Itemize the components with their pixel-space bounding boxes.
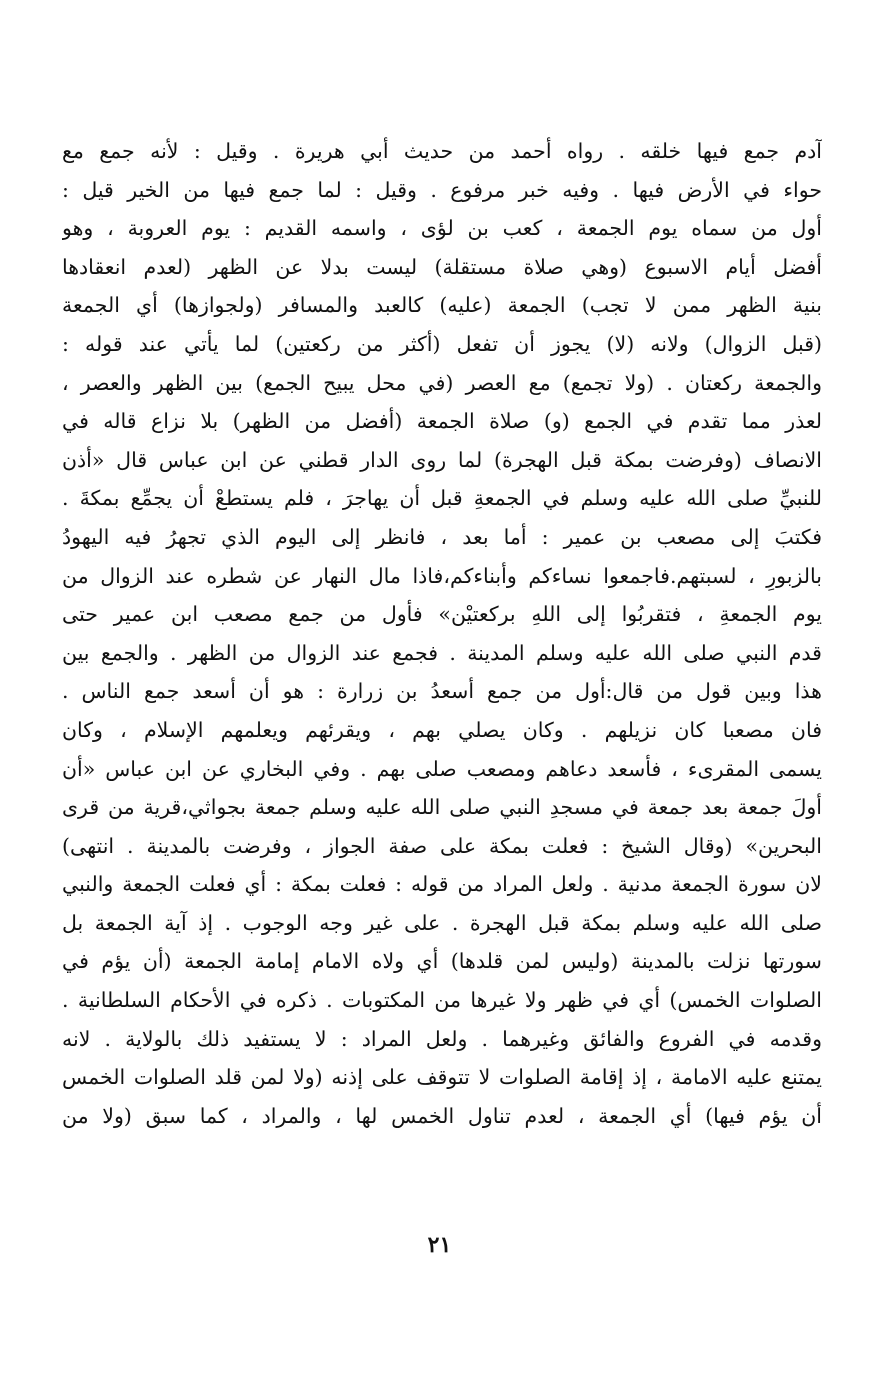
text-line: أولَ جمعة بعد جمعة في مسجدِ النبي صلى الله عليه وسلم جمعة بجواثي،قرية من قرى [62, 795, 822, 820]
text-line: صلى الله عليه وسلم بمكة قبل الهجرة . على غير وجه الوجوب . إذ آية الجمعة بل [62, 910, 822, 935]
text-line: يمتنع عليه الامامة ، إذ إقامة الصلوات لا تتوقف على إذنه (ولا لمن قلد الصلوات الخمس [62, 1065, 822, 1090]
text-line: لعذر مما تقدم في الجمع (و) صلاة الجمعة (أفضل من الظهر) بلا نزاع قاله في [62, 409, 822, 434]
text-line: حواء في الأرض فيها . وفيه خبر مرفوع . وقيل : لما جمع فيها من الخير قيل : [62, 177, 822, 202]
text-line: الانصاف (وفرضت بمكة قبل الهجرة) لما روى الدار قطني عن ابن عباس قال «أذن [62, 447, 822, 472]
text-line: آدم جمع فيها خلقه . رواه أحمد من حديث أبي هريرة . وقيل : لأنه جمع مع [62, 139, 822, 163]
text-line: قدم النبي صلى الله عليه وسلم المدينة . فجمع عند الزوال من الظهر . والجمع بين [62, 640, 822, 665]
text-line: فان مصعبا كان نزيلهم . وكان يصلي بهم ، ويقرئهم ويعلمهم الإسلام ، وكان [62, 717, 822, 742]
text-line: سورتها نزلت بالمدينة (وليس لمن قلدها) أي ولاه الامام إمامة الجمعة (أن يؤم في [62, 949, 822, 974]
text-line: أول من سماه يوم الجمعة ، كعب بن لؤى ، واسمه القديم : يوم العروبة ، وهو [62, 216, 822, 241]
text-line: البحرين» (وقال الشيخ : فعلت بمكة على صفة الجواز ، وفرضت بالمدينة . انتهى) [62, 833, 822, 858]
page-body-text [62, 132, 822, 1135]
text-line: بنية الظهر ممن لا تجب) الجمعة (عليه) كالعبد والمسافر (ولجوازها) أي الجمعة [62, 293, 822, 318]
page-number: ٢١ [427, 1232, 452, 1258]
text-line: (قبل الزوال) ولانه (لا) يجوز أن تفعل (أكثر من ركعتين) لما يأتي عند قوله : [62, 331, 822, 356]
text-line: هذا وبين قول من قال:أول من جمع أسعدُ بن زرارة : هو أن أسعد جمع الناس . [62, 679, 822, 704]
text-line: الصلوات الخمس) أي في ظهر ولا غيرها من المكتوبات . ذكره في الأحكام السلطانية . [62, 988, 822, 1013]
text-line: بالزبورِ ، لسبتهم.فاجمعوا نساءكم وأبناءكم،فاذا مال النهار عن شطره عند الزوال من [62, 563, 822, 588]
text-line: فكتبَ إلى مصعب بن عمير : أما بعد ، فانظر إلى اليوم الذي تجهرُ فيه اليهودُ [62, 524, 822, 549]
text-line: والجمعة ركعتان . (ولا تجمع) مع العصر (في محل يبيح الجمع) بين الظهر والعصر ، [62, 370, 822, 395]
text-line: أن يؤم فيها) أي الجمعة ، لعدم تناول الخمس لها ، والمراد ، كما سبق (ولا من [62, 1103, 822, 1128]
text-line: أفضل أيام الاسبوع (وهي صلاة مستقلة) ليست بدلا عن الظهر (لعدم انعقادها [62, 254, 822, 279]
text-line: يسمى المقرىء ، فأسعد دعاهم ومصعب صلى بهم . وفي البخاري عن ابن عباس «أن [62, 756, 822, 781]
text-line: لان سورة الجمعة مدنية . ولعل المراد من قوله : فعلت بمكة : أي فعلت الجمعة والنبي [62, 872, 822, 897]
text-line: يوم الجمعةِ ، فتقربُوا إلى اللهِ بركعتيْن» فأول من جمع مصعب ابن عمير حتى [62, 602, 822, 627]
text-line: للنبيِّ صلى الله عليه وسلم في الجمعةِ قبل أن يهاجرَ ، فلم يستطعْ أن يجمِّع بمكةَ . [62, 486, 822, 511]
text-line: وقدمه في الفروع والفائق وغيرهما . ولعل المراد : لا يستفيد ذلك بالولاية . لانه [62, 1026, 822, 1051]
